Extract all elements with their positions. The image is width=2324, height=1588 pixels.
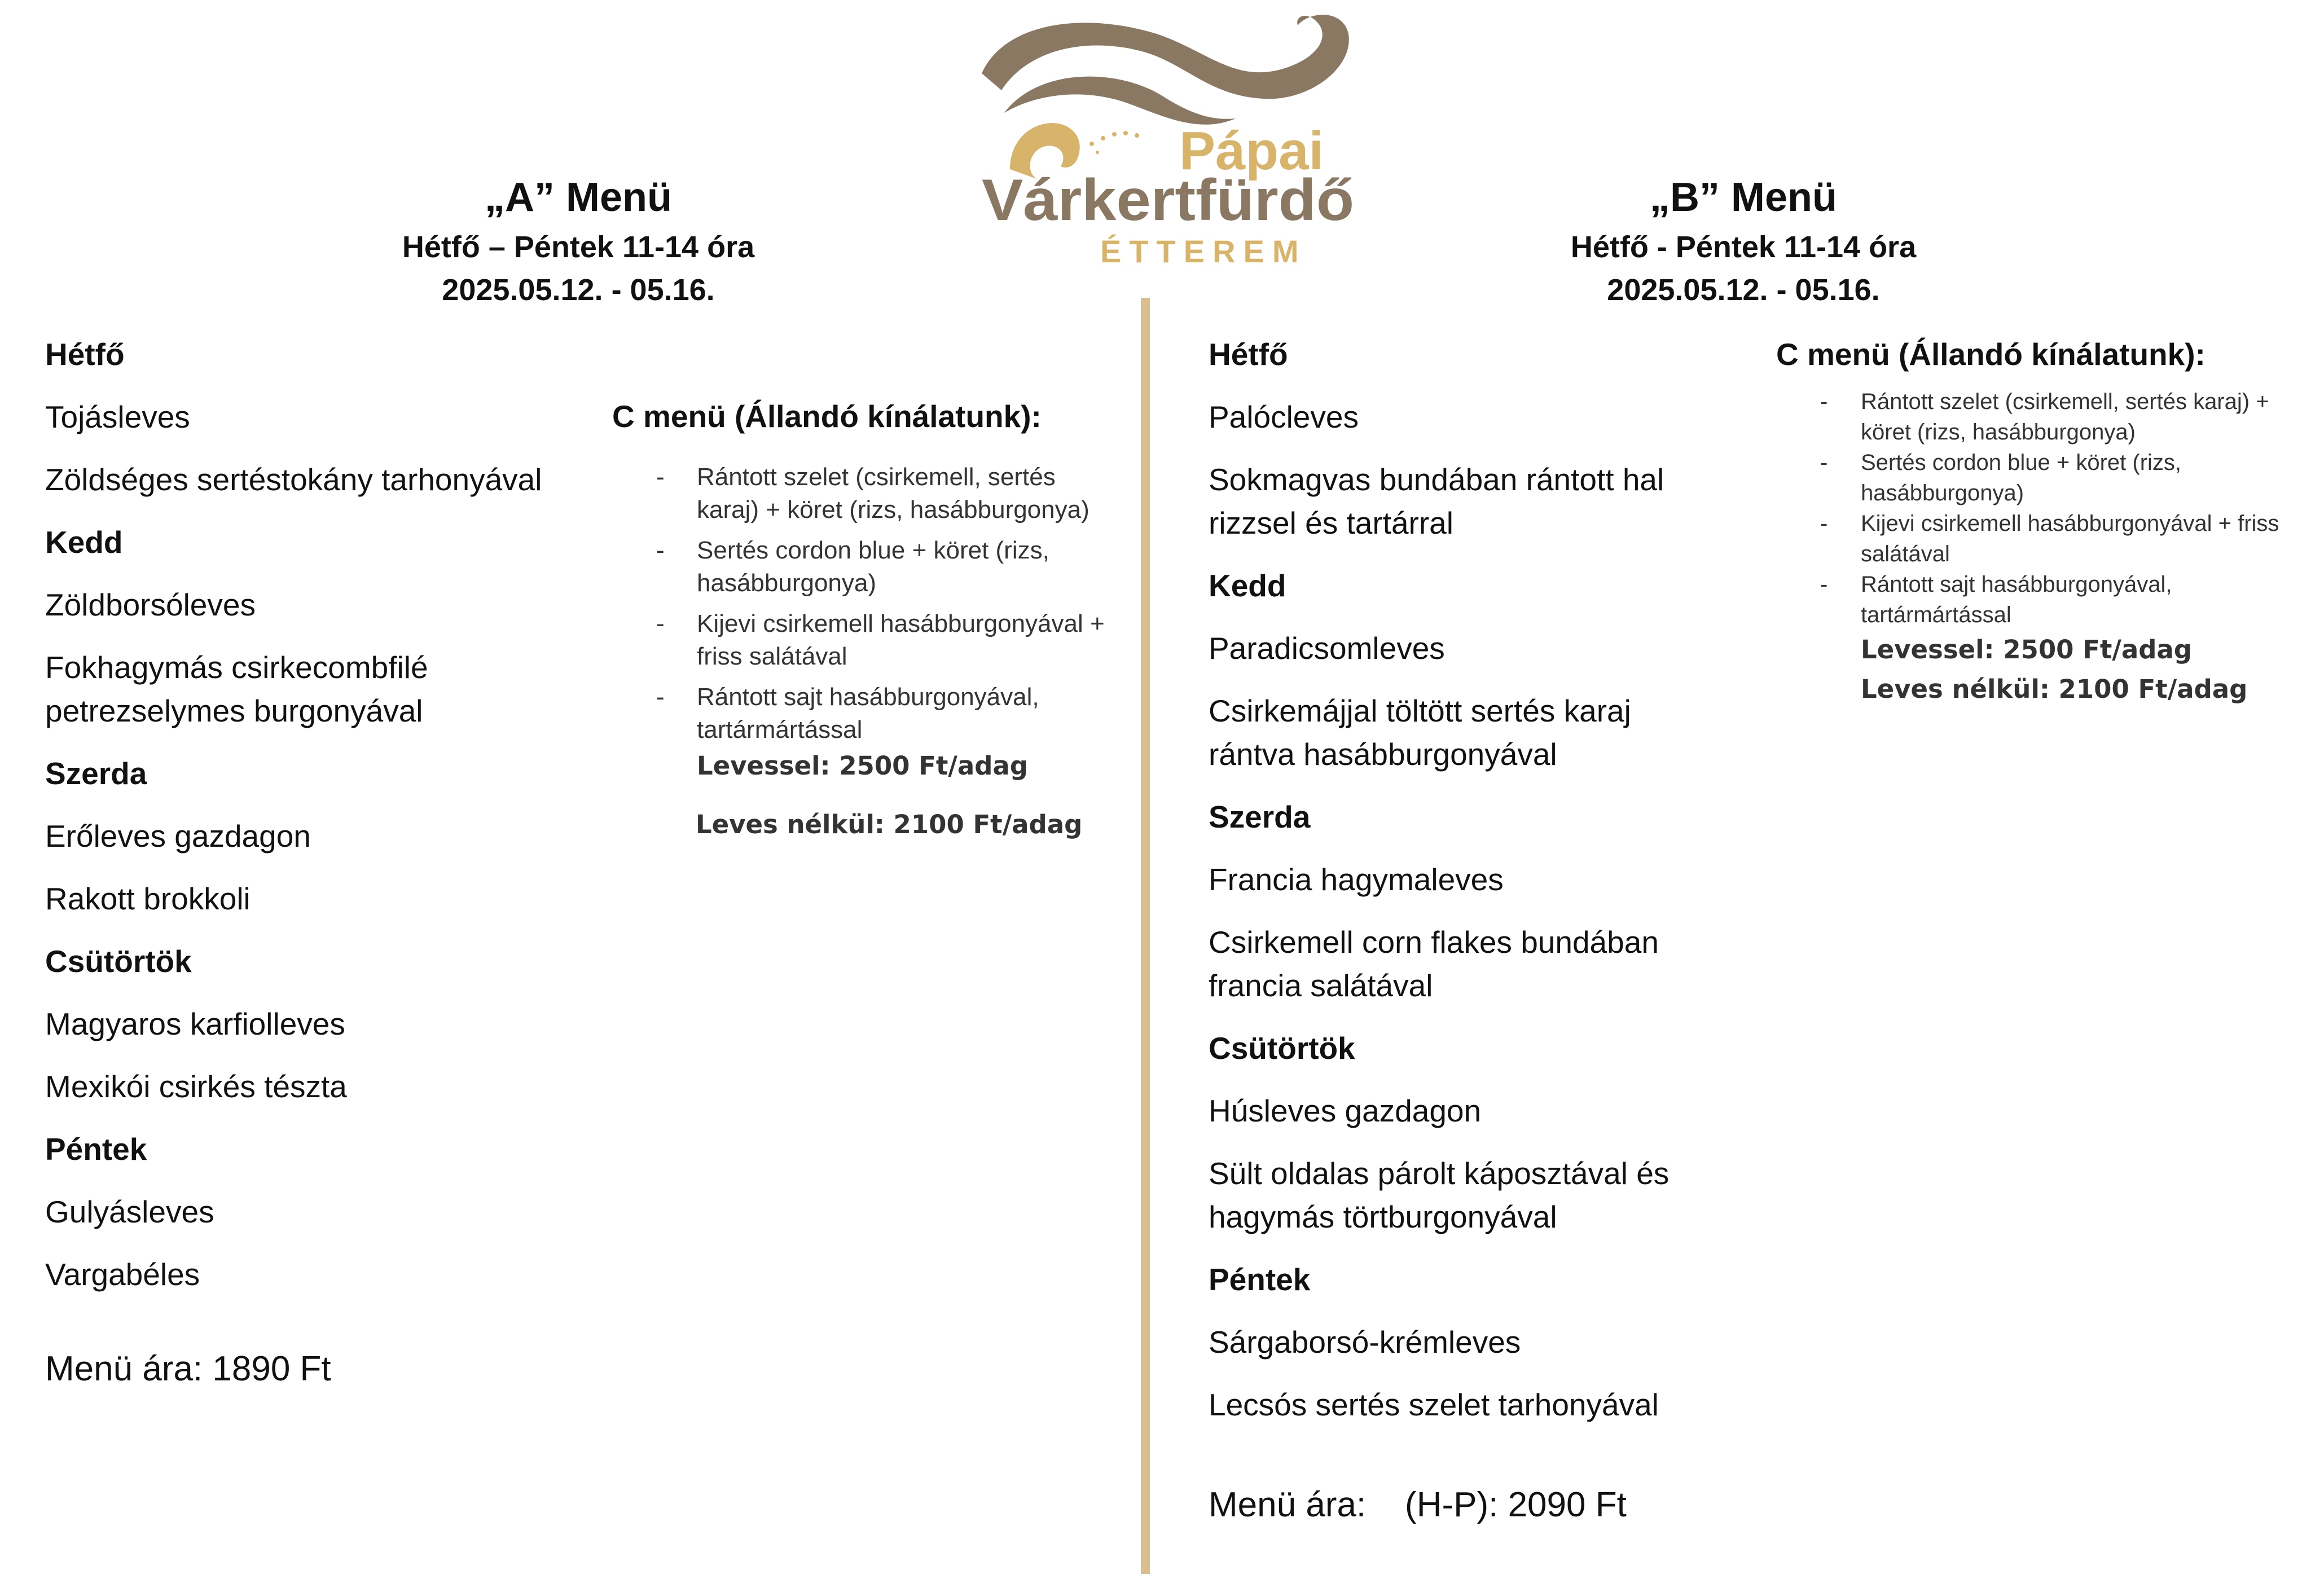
menu-b-soup: Francia hagymaleves (1209, 862, 1504, 897)
menu-a-price: Menü ára: 1890 Ft (45, 1349, 331, 1388)
menu-b-title: „B” Menü (1650, 175, 1837, 220)
c-menu-right-list (1776, 386, 2307, 630)
menu-a-days (45, 333, 587, 1391)
menu-a-main: Zöldséges sertéstokány tarhonyával (45, 462, 542, 497)
menu-b-soup: Sárgaborsó-krémleves (1209, 1325, 1521, 1360)
logo-stars (1089, 131, 1139, 154)
menu-b-main: Sokmagvas bundában rántott hal rizzsel és tartárral (1209, 462, 1664, 540)
list-item: - Rántott sajt hasábburgonyával, tartármártással (1820, 572, 2172, 627)
menu-b-main: Csirkemell corn flakes bundában francia salátával (1209, 925, 1659, 1003)
menu-b-soup: Paradicsomleves (1209, 631, 1445, 666)
list-item: - Kijevi csirkemell hasábburgonyával + friss salátával (1820, 511, 2279, 566)
logo-swirl-top (982, 15, 1349, 99)
logo-text-etterem: ÉTTEREM (1100, 234, 1307, 269)
menu-b-header (1433, 169, 2054, 311)
c-menu-right-price-without-soup: Leves nélkül: 2100 Ft/adag (1861, 674, 2248, 704)
logo-text-varkertfurdo: Várkertfürdő (982, 168, 1354, 233)
menu-a-soup: Tojásleves (45, 399, 190, 434)
menu-a-dates: 2025.05.12. - 05.16. (442, 273, 715, 307)
menu-b-dates: 2025.05.12. - 05.16. (1607, 273, 1880, 307)
logo-swirl-mid (1004, 77, 1236, 125)
list-item: - Kijevi csirkemell hasábburgonyával + friss salátával (656, 610, 1105, 670)
menu-a-title: „A” Menü (485, 175, 672, 220)
menu-b-main: Csirkemájjal töltött sertés karaj rántva hasábburgonyával (1209, 693, 1631, 772)
menu-a-main: Mexikói csirkés tészta (45, 1069, 347, 1104)
list-item: - Rántott szelet (csirkemell, sertés karaj) + köret (rizs, hasábburgonya) (1820, 389, 2269, 445)
menu-b-main: Sült oldalas párolt káposztával és hagymás törtburgonyával (1209, 1156, 1670, 1234)
menu-b-days (1209, 333, 1716, 1527)
menu-b-day: Péntek (1209, 1262, 1311, 1297)
menu-a-day: Csütörtök (45, 944, 192, 979)
menu-b-main: Lecsós sertés szelet tarhonyával (1209, 1387, 1659, 1422)
center-divider (1141, 298, 1150, 1574)
menu-a-day: Szerda (45, 756, 147, 791)
menu-b-soup: Palócleves (1209, 399, 1359, 434)
menu-a-soup: Zöldborsóleves (45, 587, 256, 622)
c-menu-left (612, 395, 1120, 844)
menu-a-day: Kedd (45, 525, 123, 560)
list-item: - Sertés cordon blue + köret (rizs, hasábburgonya) (656, 536, 1049, 597)
menu-a-soup: Erőleves gazdagon (45, 819, 311, 854)
menu-a-hours: Hétfő – Péntek 11-14 óra (402, 230, 755, 264)
list-item: - Rántott sajt hasábburgonyával, tartármártással (656, 683, 1039, 744)
list-item: - Rántott szelet (csirkemell, sertés karaj) + köret (rizs, hasábburgonya) (656, 463, 1089, 524)
menu-a-soup: Magyaros karfiolleves (45, 1006, 345, 1041)
menu-a-soup: Gulyásleves (45, 1194, 214, 1229)
c-menu-right-title: C menü (Állandó kínálatunk): (1776, 337, 2206, 372)
menu-b-day: Hétfő (1209, 337, 1288, 372)
menu-a-main: Fokhagymás csirkecombfilé petrezselymes burgonyával (45, 650, 428, 728)
c-menu-right (1776, 333, 2307, 709)
logo (970, 0, 1365, 271)
menu-a-main: Vargabéles (45, 1257, 200, 1292)
menu-b-day: Szerda (1209, 799, 1311, 834)
c-menu-left-price-without-soup: Leves nélkül: 2100 Ft/adag (696, 810, 1083, 839)
menu-a-main: Rakott brokkoli (45, 881, 251, 916)
c-menu-right-price-with-soup: Levessel: 2500 Ft/adag (1861, 635, 2192, 665)
menu-b-soup: Húsleves gazdagon (1209, 1093, 1482, 1128)
menu-a-day: Péntek (45, 1132, 147, 1167)
logo-text-papai: Pápai (1179, 121, 1324, 181)
c-menu-left-price-with-soup: Levessel: 2500 Ft/adag (697, 751, 1028, 781)
menu-b-day: Csütörtök (1209, 1031, 1355, 1066)
list-item: - Sertés cordon blue + köret (rizs, hasábburgonya) (1820, 450, 2182, 505)
menu-b-day: Kedd (1209, 568, 1286, 603)
menu-b-hours: Hétfő - Péntek 11-14 óra (1570, 230, 1917, 264)
menu-a-day: Hétfő (45, 337, 125, 372)
menu-b-price: Menü ára: (H-P): 2090 Ft (1209, 1485, 1627, 1524)
menu-a-header (268, 169, 889, 311)
c-menu-left-title: C menü (Állandó kínálatunk): (612, 399, 1042, 434)
c-menu-left-list (612, 461, 1120, 746)
